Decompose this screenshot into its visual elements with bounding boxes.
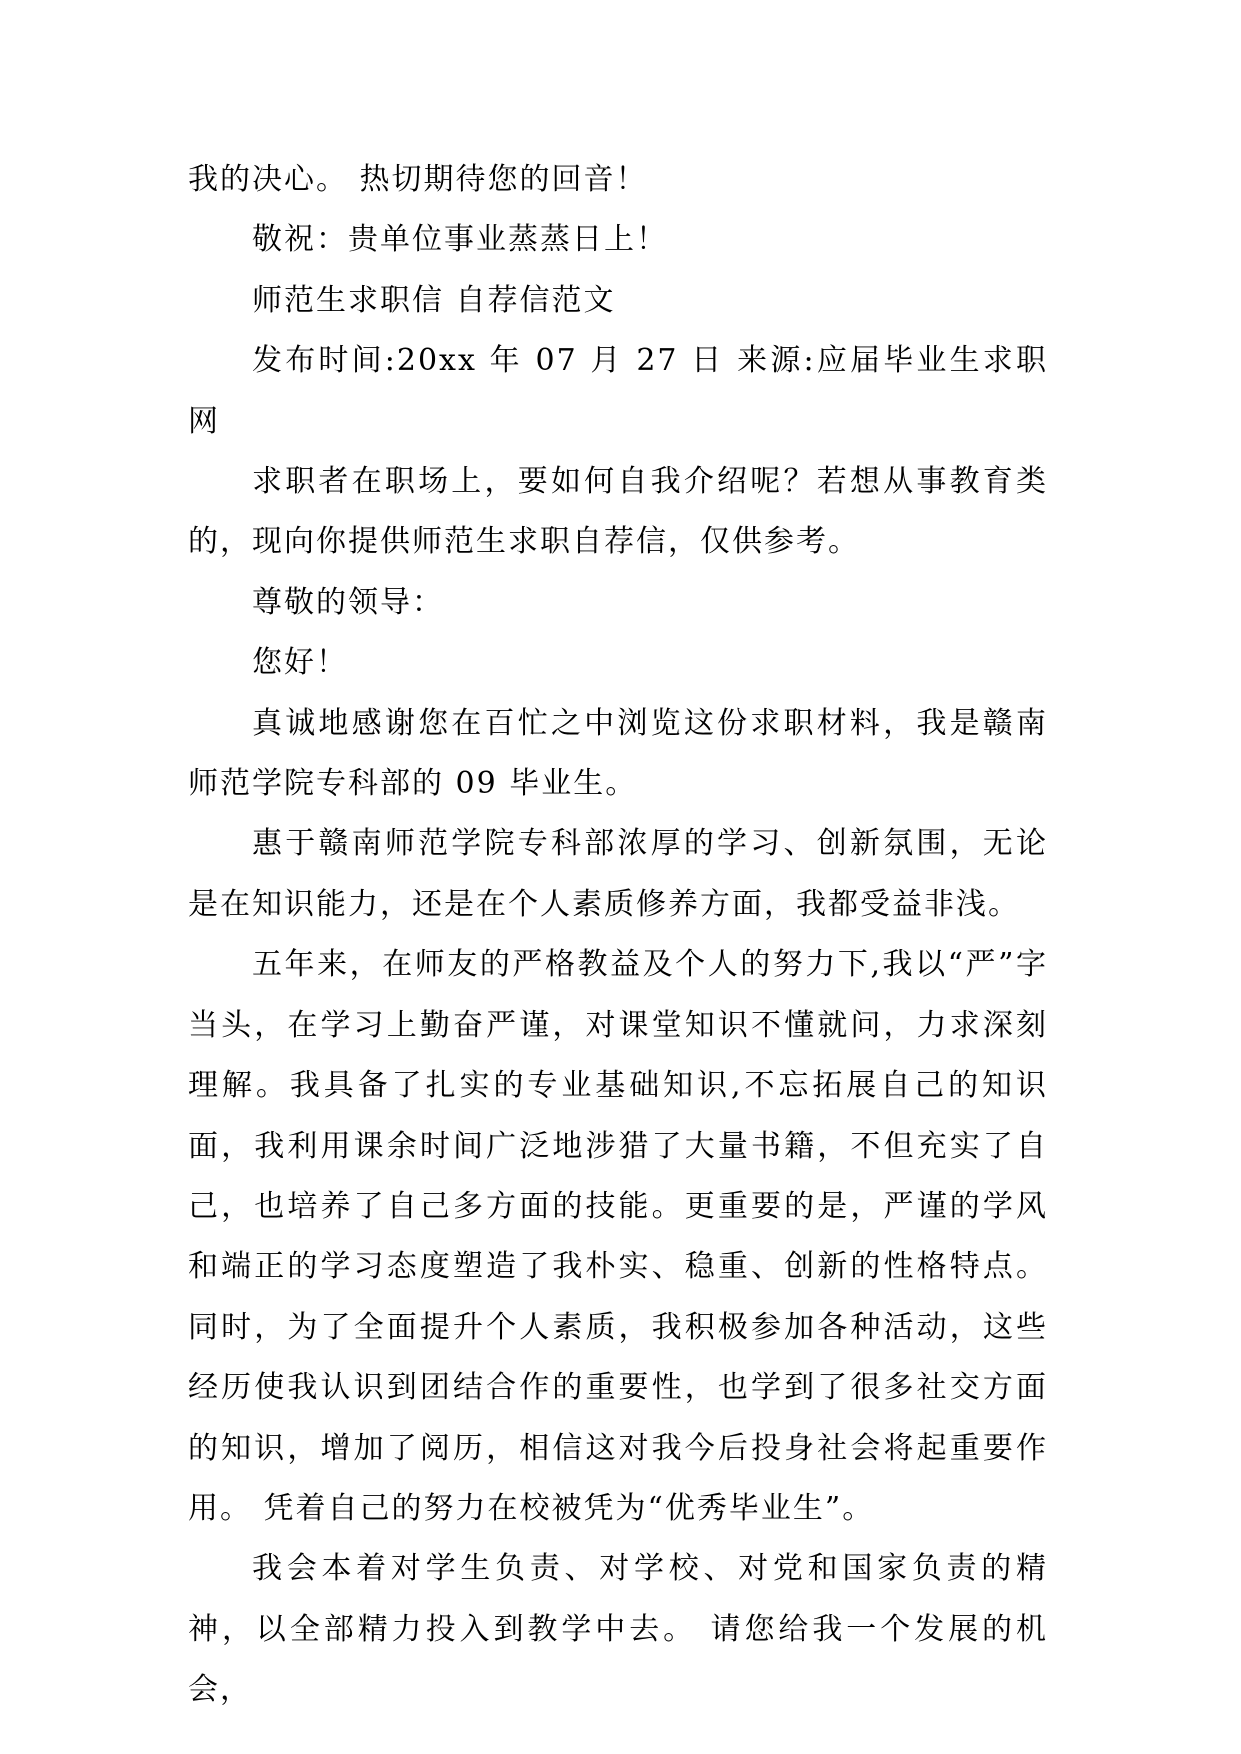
paragraph-intro: 求职者在职场上，要如何自我介绍呢？若想从事教育类的，现向你提供师范生求职自荐信，仅供参考。 — [188, 464, 1048, 560]
document-body — [188, 150, 1048, 1721]
paragraph-article-title: 师范生求职信 自荐信范文 — [252, 282, 616, 318]
paragraph-experience: 五年来，在师友的严格教益及个人的努力下,我以“严”字当头，在学习上勤奋严谨，对课堂知识不懂就问，力求深刻理解。我具备了扎实的专业基础知识,不忘拓展自己的知识面，我利用课余时间广泛地涉猎了大量书籍，不但充实了自己，也培养了自己多方面的技能。更重要的是，严谨的学风和端正的学习态度塑造了我朴实、稳重、创新的性格特点。同时，为了全面提升个人素质，我积极参加各种活动，这些经历使我认识到团结合作的重要性，也学到了很多社交方面的知识，增加了阅历，相信这对我今后投身社会将起重要作用。 凭着自己的努力在校被凭为“优秀毕业生”。 — [188, 947, 1048, 1526]
paragraph-regards: 敬祝：贵单位事业蒸蒸日上！ — [252, 222, 668, 258]
paragraph-publish-info: 发布时间:20xx 年 07 月 27 日 来源:应届毕业生求职网 — [188, 343, 1048, 439]
paragraph-closing-line: 我的决心。 热切期待您的回音！ — [188, 162, 648, 197]
paragraph-commitment: 我会本着对学生负责、对学校、对党和国家负责的精神，以全部精力投入到教学中去。 请您给我一个发展的机会， — [188, 1551, 1048, 1708]
paragraph-thanks: 真诚地感谢您在百忙之中浏览这份求职材料，我是赣南师范学院专科部的 09 毕业生。 — [188, 705, 1048, 802]
paragraph-greeting: 您好！ — [252, 645, 348, 681]
paragraph-benefit: 惠于赣南师范学院专科部浓厚的学习、创新氛围，无论是在知识能力，还是在个人素质修养方面，我都受益非浅。 — [188, 826, 1048, 922]
paragraph-salutation: 尊敬的领导： — [252, 584, 444, 620]
